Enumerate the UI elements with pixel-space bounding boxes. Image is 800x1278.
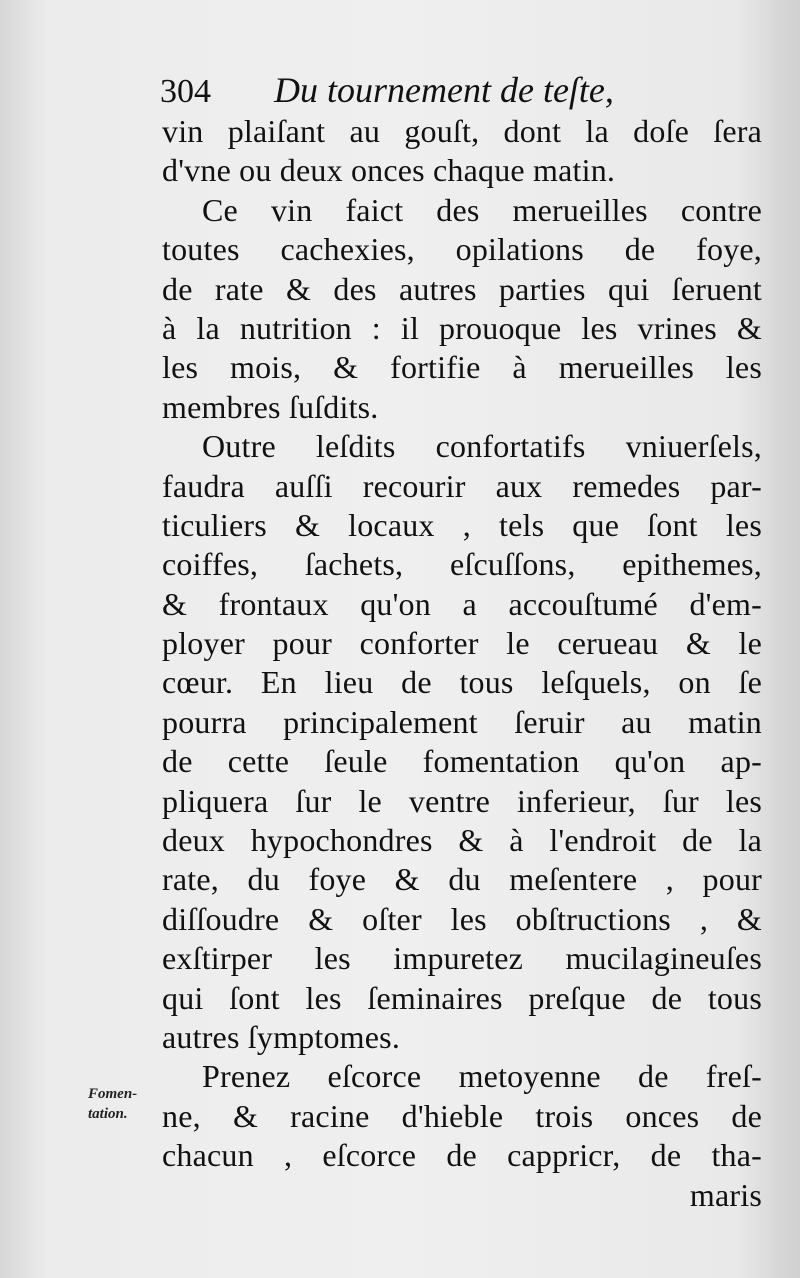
text-line: diſſoudre & oſter les obſtructions , & xyxy=(162,900,762,937)
text-line: autres ſymptomes. xyxy=(162,1018,401,1055)
text-line: deux hypochondres & à l'endroit de la xyxy=(162,822,762,859)
text-line: d'vne ou deux onces chaque matin. xyxy=(162,152,616,189)
running-title: Du tournement de teſte, xyxy=(274,70,614,110)
text-line: pliquera ſur le ventre inferieur, ſur les xyxy=(162,782,762,819)
text-line: ne, & racine d'hieble trois onces de xyxy=(162,1097,762,1134)
text-line: vin plaiſant au gouſt, dont la doſe ſera xyxy=(162,113,762,149)
text-line: ployer pour conforter le cerueau & le xyxy=(162,625,762,662)
margin-note-line: tation. xyxy=(88,1106,128,1122)
page-number: 304 xyxy=(160,73,211,110)
text-line: faudra auſſi recourir aux remedes par- xyxy=(162,467,762,504)
text-line: & frontaux qu'on a accouſtumé d'em- xyxy=(162,585,762,622)
margin-note xyxy=(88,1084,137,1124)
text-line: exſtirper les impuretez mucilagineuſes xyxy=(162,940,762,977)
text-line: Ce vin faict des merueilles contre xyxy=(202,191,762,228)
text-line: cœur. En lieu de tous leſquels, on ſe xyxy=(162,664,762,701)
text-line: Prenez eſcorce metoyenne de freſ- xyxy=(202,1058,762,1095)
text-line: pourra principalement ſeruir au matin xyxy=(162,703,762,740)
text-line: toutes cachexies, opilations de foye, xyxy=(162,231,762,268)
margin-note-line: Fomen- xyxy=(88,1086,138,1102)
text-line: de cette ſeule fomentation qu'on ap- xyxy=(162,743,762,780)
text-line: à la nutrition : il prouoque les vrines & xyxy=(162,309,762,346)
text-line: de rate & des autres parties qui ſeruent xyxy=(162,270,762,307)
text-line: coiffes, ſachets, eſcuſſons, epithemes, xyxy=(162,546,762,583)
body-text xyxy=(162,112,762,1215)
text-line: chacun , eſcorce de cappricr, de tha- xyxy=(162,1137,762,1174)
text-line: Outre leſdits confortatifs vniuerſels, xyxy=(202,428,762,465)
text-line: membres ſuſdits. xyxy=(162,388,379,425)
text-line: ticuliers & locaux , tels que ſont les xyxy=(162,506,762,543)
text-line: qui ſont les ſeminaires preſque de tous xyxy=(162,979,762,1016)
text-line: rate, du foye & du meſentere , pour xyxy=(162,861,762,898)
text-line: les mois, & fortifie à merueilles les xyxy=(162,349,762,386)
catchword: maris xyxy=(689,1176,762,1213)
